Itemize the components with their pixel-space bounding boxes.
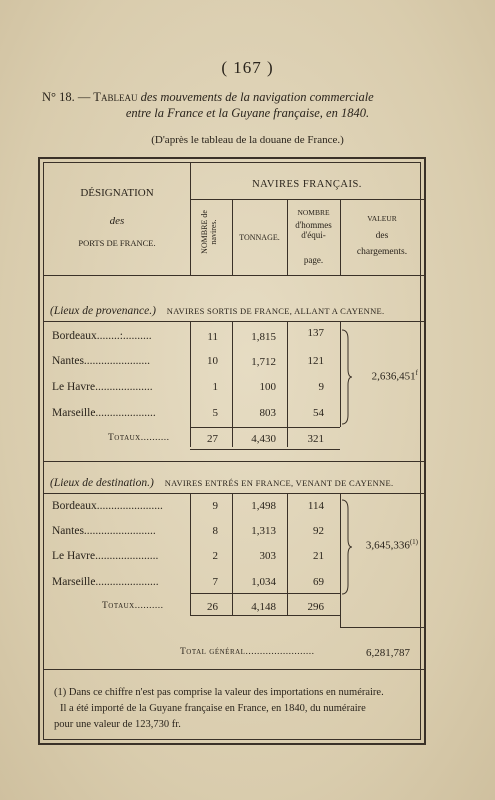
s2-row3-port: Le Havre...................... bbox=[52, 550, 159, 562]
page-number: ( 167 ) bbox=[221, 58, 274, 77]
s2-row2-tonnage: 1,313 bbox=[251, 525, 276, 537]
footnote-line2: Il a été importé de la Guyane française en France, en 1840, du numéraire bbox=[60, 703, 366, 714]
footnote-line1: (1) Dans ce chiffre n'est pas comprise la valeur des importations en numéraire. bbox=[54, 687, 384, 698]
navigation-table bbox=[38, 157, 426, 745]
s2-row1-tonnage: 1,498 bbox=[251, 500, 276, 512]
header-nombre-hommes-1: NOMBRE bbox=[297, 208, 330, 217]
s2-total-tonnage: 4,148 bbox=[251, 601, 276, 613]
s1-row4-hommes: 54 bbox=[313, 407, 324, 419]
header-des: des bbox=[109, 215, 125, 227]
s1-row4-navires: 5 bbox=[212, 407, 218, 419]
header-designation: DÉSIGNATION bbox=[80, 187, 154, 199]
section2-valeur: 3,645,336$^{(1)}$ bbox=[365, 538, 418, 552]
header-nombre-hommes-3: page. bbox=[303, 255, 324, 265]
s1-row1-port: Bordeaux........:.......... bbox=[52, 330, 152, 342]
s1-total-navires: 27 bbox=[207, 433, 218, 445]
s2-row1-hommes: 114 bbox=[307, 500, 324, 512]
s2-row4-tonnage: 1,034 bbox=[251, 576, 276, 588]
s1-row1-hommes: 137 bbox=[307, 327, 324, 339]
section1-heading bbox=[50, 305, 384, 317]
s1-row2-navires: 10 bbox=[207, 355, 218, 367]
s1-total-hommes: 321 bbox=[307, 433, 324, 445]
s2-row2-navires: 8 bbox=[212, 525, 218, 537]
table-caps-word: — Tableau bbox=[77, 90, 138, 104]
s2-row4-navires: 7 bbox=[212, 576, 218, 588]
table-title-line2: entre la France et la Guyane française, en 1840. bbox=[125, 106, 370, 120]
footnote-line3: pour une valeur de 123,730 fr. bbox=[54, 719, 181, 730]
s1-total-tonnage: 4,430 bbox=[251, 433, 276, 445]
section2-totaux-label: Totaux.......... bbox=[102, 601, 164, 611]
s1-row3-port: Le Havre.................... bbox=[52, 381, 153, 393]
s2-row3-hommes: 21 bbox=[313, 550, 324, 562]
header-nombre-hommes-2: d'hommes d'équi- bbox=[295, 220, 332, 241]
s1-row3-hommes: 9 bbox=[318, 381, 324, 393]
section2-caption: NAVIRES ENTRÉS EN FRANCE, VENANT DE CAYENNE. bbox=[164, 478, 394, 488]
s2-total-navires: 26 bbox=[207, 601, 218, 613]
section1-brace-icon bbox=[340, 329, 352, 425]
s2-row1-port: Bordeaux....................... bbox=[52, 500, 163, 512]
header-navires: NAVIRES FRANÇAIS. bbox=[252, 179, 362, 190]
total-general-label: Total général........................ bbox=[180, 647, 315, 657]
table-inner-frame bbox=[43, 162, 421, 740]
header-ports: PORTS DE FRANCE. bbox=[78, 238, 156, 248]
s2-row2-port: Nantes......................... bbox=[52, 525, 156, 537]
header-valeur-1: VALEUR bbox=[367, 214, 397, 223]
section2-heading bbox=[50, 477, 393, 489]
s1-row4-tonnage: 803 bbox=[259, 407, 276, 419]
source-note: (D'après le tableau de la douane de France.) bbox=[151, 134, 344, 146]
section1-valeur: 2,636,451$^f$ bbox=[371, 369, 418, 383]
table-number: N° 18. bbox=[42, 90, 75, 104]
s2-total-hommes: 296 bbox=[307, 601, 324, 613]
header-nombre-navires: NOMBRE de navires. bbox=[200, 210, 219, 254]
s2-row3-tonnage: 303 bbox=[259, 550, 276, 562]
s1-row2-port: Nantes....................... bbox=[52, 355, 151, 367]
header-valeur-3: chargements. bbox=[356, 247, 408, 257]
section1-totaux-label: Totaux.......... bbox=[108, 433, 170, 443]
s2-row1-navires: 9 bbox=[212, 500, 218, 512]
s1-row3-navires: 1 bbox=[212, 381, 218, 393]
s2-row2-hommes: 92 bbox=[313, 525, 324, 537]
section2-lieux: (Lieux de destination.) bbox=[50, 477, 154, 489]
s2-row4-hommes: 69 bbox=[313, 576, 324, 588]
header-tonnage: TONNAGE. bbox=[239, 233, 280, 242]
title-rest: des mouvements de la navigation commerciale bbox=[140, 90, 374, 104]
s1-row2-tonnage: 1,712 bbox=[251, 356, 276, 368]
s1-row4-port: Marseille..................... bbox=[52, 407, 156, 419]
table-title-line1 bbox=[42, 90, 462, 105]
s1-row1-navires: 11 bbox=[207, 331, 218, 343]
total-general-value: 6,281,787 bbox=[366, 647, 410, 659]
s1-row1-tonnage: 1,815 bbox=[251, 331, 276, 343]
section1-lieux: (Lieux de provenance.) bbox=[50, 305, 156, 317]
s2-row4-port: Marseille...................... bbox=[52, 576, 159, 588]
s2-row3-navires: 2 bbox=[212, 550, 218, 562]
s1-row3-tonnage: 100 bbox=[259, 381, 276, 393]
section1-caption: NAVIRES SORTIS DE FRANCE, ALLANT A CAYENNE. bbox=[166, 306, 385, 316]
s1-row2-hommes: 121 bbox=[307, 355, 324, 367]
header-valeur-2: des bbox=[375, 231, 389, 241]
